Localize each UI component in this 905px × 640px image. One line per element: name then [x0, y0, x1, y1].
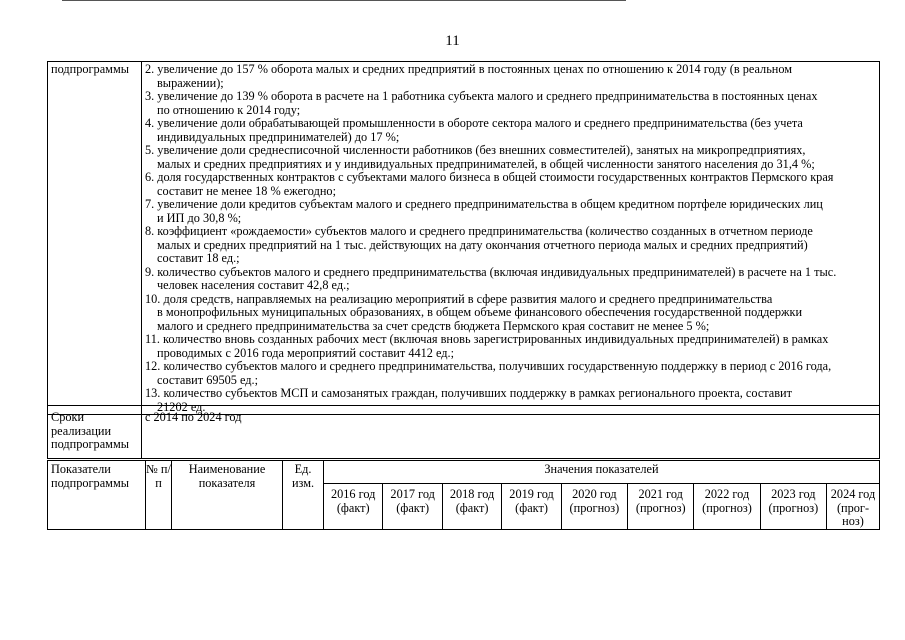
- year-header: 2020 год (прогноз): [561, 484, 627, 530]
- list-item: 12. количество субъектов малого и среднего предпринимательства, получивших государственную поддержку в период с 2016 года, составит 69505 ед.;: [145, 359, 832, 387]
- year-header: 2023 год (прогноз): [760, 484, 826, 530]
- list-item: 8. коэффициент «рождаемости» субъектов малого и среднего предпринимательства (количество созданных в отчетном периоде малых и средних предприятий на 1 тыс. действующих на дату окончания отчетного периода малых и средних предприятий) составит 18 ед.;: [145, 224, 813, 265]
- page-number: 11: [445, 33, 460, 49]
- list-item: 3. увеличение до 139 % оборота в расчете на 1 работника субъекта малого и среднего предпринимательства в постоянных ценах по отношению к 2014 году;: [145, 89, 818, 117]
- timeline-value: с 2014 по 2024 год: [142, 406, 880, 459]
- list-item: 5. увеличение доли среднесписочной численности работников (без внешних совместителей), занятых на микропредприятиях, малых и средних предприятиях и у индивидуальных предпринимателей, в общей численности занятого населения до 31,4 %;: [145, 143, 815, 171]
- year-header: 2016 год (факт): [324, 484, 383, 530]
- list-item: 10. доля средств, направляемых на реализацию мероприятий в сфере развития малого и среднего предпринимательства в монопрофильных муниципальных образованиях, в общем объеме финансового обеспечения государственной поддержки малого и среднего предпринимательства за счет средств бюджета Пермского края составит не менее 5 %;: [145, 291, 803, 333]
- year-header: 2019 год (факт): [502, 484, 561, 530]
- year-header: 2017 год (факт): [383, 484, 442, 530]
- list-item: 2. увеличение до 157 % оборота малых и средних предприятий в постоянных ценах по отношению к 2014 году (в реальном выражении);: [145, 62, 793, 90]
- timeline-label: Сроки реализации подпрограммы: [48, 406, 142, 459]
- col-unit-header: Ед. изм.: [283, 461, 324, 530]
- top-rule: [62, 0, 626, 1]
- timeline-table: [47, 405, 880, 459]
- year-header: 2021 год (прогноз): [628, 484, 694, 530]
- results-list: [142, 62, 880, 415]
- list-item: 13. количество субъектов МСП и самозанятых граждан, получивших поддержку в рамках регионального проекта, составит 21202 ед.: [145, 386, 793, 414]
- year-header: 2018 год (факт): [442, 484, 501, 530]
- col-name-header: Наименование показателя: [172, 461, 283, 530]
- subprogram-results-table: [47, 61, 880, 415]
- indicators-table: [47, 460, 880, 530]
- list-item: 7. увеличение доли кредитов субъектам малого и среднего предпринимательства в общем кредитном портфеле юридических лиц и ИП до 30,8 %;: [145, 197, 823, 225]
- year-header: 2024 год (прог-ноз): [827, 484, 880, 530]
- list-item: 11. количество вновь созданных рабочих мест (включая вновь зарегистрированных индивидуальных предпринимателей) в рамках проводимых с 2016 года мероприятий составит 4412 ед.;: [145, 332, 829, 360]
- list-item: 9. количество субъектов малого и среднего предпринимательства (включая индивидуальных предпринимателей) в расчете на 1 тыс. человек населения составит 42,8 ед.;: [145, 264, 837, 292]
- col-num-header: № п/п: [146, 461, 172, 530]
- indicators-label: Показатели подпрограммы: [48, 461, 146, 530]
- list-item: 4. увеличение доли обрабатывающей промышленности в обороте сектора малого и среднего предпринимательства (без учета индивидуальных предпринимателей) до 17 %;: [145, 116, 803, 144]
- list-item: 6. доля государственных контрактов с субъектами малого бизнеса в общей стоимости государственных контрактов Пермского края составит не менее 18 % ежегодно;: [145, 170, 834, 198]
- row-label: подпрограммы: [48, 62, 142, 415]
- values-header: Значения показателей: [324, 461, 880, 484]
- year-header: 2022 год (прогноз): [694, 484, 760, 530]
